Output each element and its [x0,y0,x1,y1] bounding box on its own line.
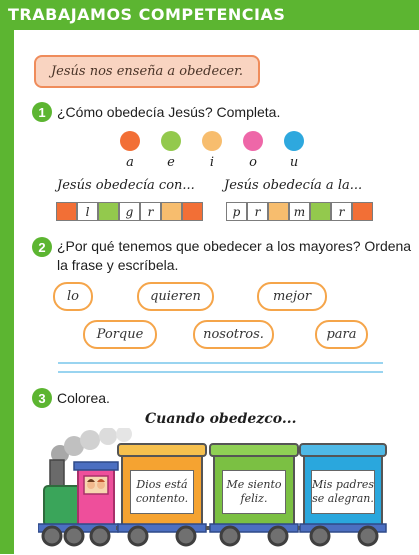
letter-cell: p [226,202,247,221]
vowel-key [120,131,310,175]
vowel-letter: e [167,155,175,170]
letter-cell: r [247,202,268,221]
question-2-text-line2: la frase y escríbela. [57,257,179,273]
question-2-number: 2 [32,237,52,257]
vowel-color-dot [161,131,181,151]
vowel-letter: i [209,155,215,170]
word-card-porque[interactable]: Porque [83,320,157,349]
letter-cell[interactable] [182,202,203,221]
wagon-2-label: Me siento feliz. [222,470,286,514]
question-1-number: 1 [32,102,52,122]
letter-cell: r [140,202,161,221]
letter-cell[interactable] [352,202,373,221]
vowel-letter: o [249,155,257,170]
wagon-3-label: Mis padres se alegran. [311,470,375,514]
train-subtitle: Cuando obedezco... [145,411,297,427]
section-header [0,0,419,30]
word-card-quieren[interactable]: quieren [137,282,214,311]
letter-cell[interactable] [310,202,331,221]
left-band [0,30,14,554]
hint-left: Jesús obedecía con... [57,178,195,193]
writing-line-1[interactable] [58,362,383,364]
letter-cell[interactable] [98,202,119,221]
vowel-color-dot [202,131,222,151]
letter-cell: l [77,202,98,221]
train-illustration[interactable] [38,428,388,550]
letter-cell: g [119,202,140,221]
letter-cell[interactable] [56,202,77,221]
letter-cell: m [289,202,310,221]
letter-cell[interactable] [161,202,182,221]
wagon-1-label: Dios está contento. [130,470,194,514]
word-card-nosotros[interactable]: nosotros. [193,320,274,349]
lesson-banner: Jesús nos enseña a obedecer. [34,55,260,88]
writing-line-2[interactable] [58,371,383,373]
vowel-color-dot [284,131,304,151]
word-card-lo[interactable]: lo [53,282,93,311]
section-title: TRABAJAMOS COMPETENCIAS [8,5,286,24]
letter-cell[interactable] [268,202,289,221]
word-left-cells [56,202,203,221]
hint-right: Jesús obedecía a la... [224,178,363,193]
vowel-letter: u [289,155,299,170]
vowel-letter: a [126,155,134,170]
vowel-color-dot [120,131,140,151]
word-card-mejor[interactable]: mejor [257,282,327,311]
word-right-cells [226,202,373,221]
vowel-color-dot [243,131,263,151]
question-3-text: Colorea. [57,390,110,406]
letter-cell: r [331,202,352,221]
question-2-text-line1: ¿Por qué tenemos que obedecer a los mayores? Ordena [57,238,412,254]
question-3-number: 3 [32,388,52,408]
question-1-text: ¿Cómo obedecía Jesús? Completa. [57,104,281,120]
word-card-para[interactable]: para [315,320,368,349]
